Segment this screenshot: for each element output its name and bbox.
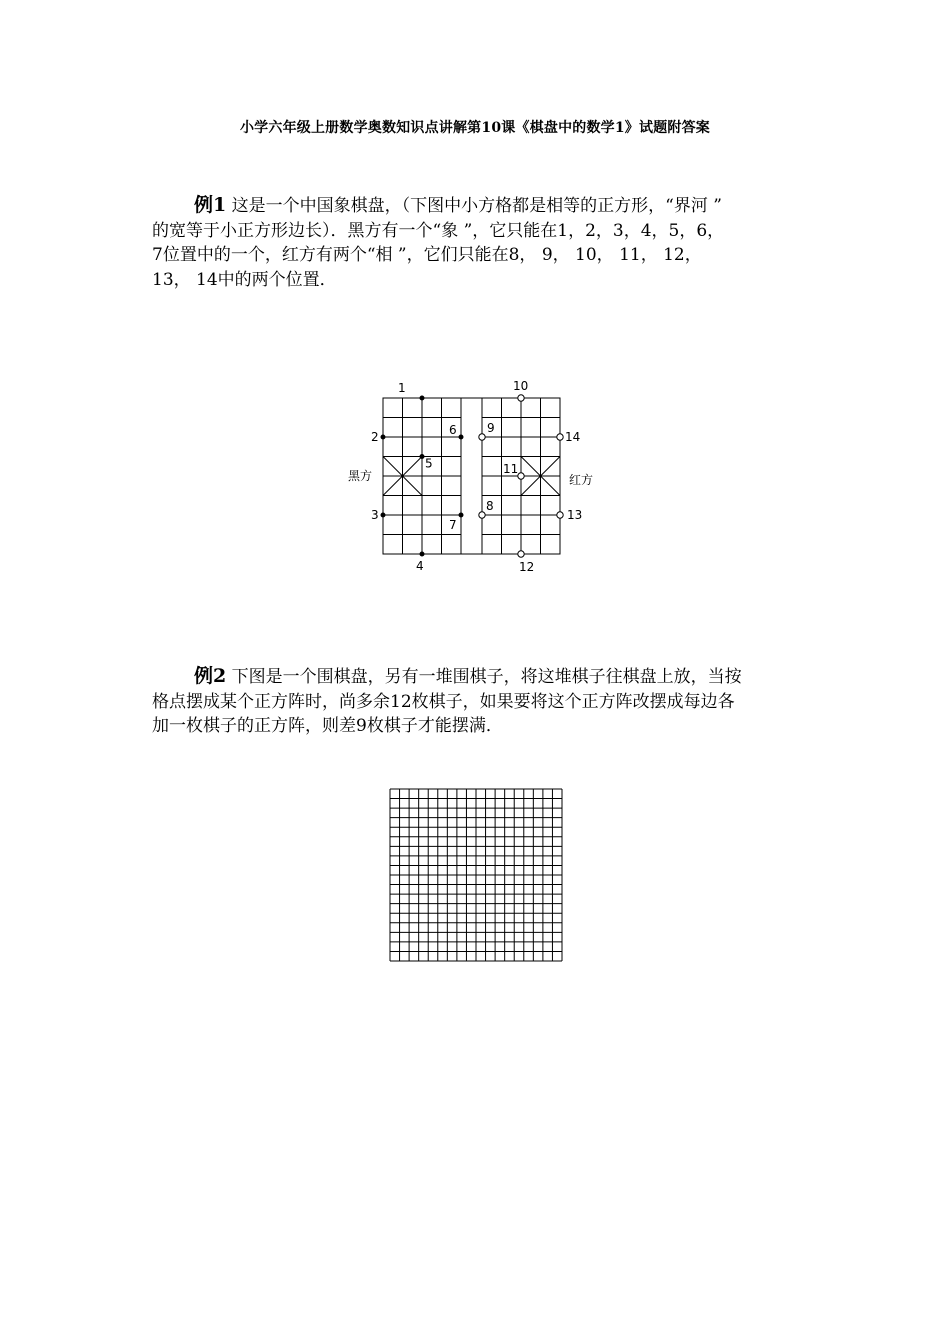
position-label: 1 (398, 381, 406, 395)
board-outline (383, 398, 560, 554)
black-elephant-point (381, 513, 385, 517)
example-2-line-1: 例2 下图是一个围棋盘，另有一堆围棋子，将这堆棋子往棋盘上放，当按 (194, 665, 742, 687)
black-side-label: 黑方 (348, 469, 373, 483)
position-label: 10 (513, 379, 529, 393)
example-1-line-4: 13， 14中的两个位置． (152, 269, 337, 290)
red-minister-point (518, 473, 524, 479)
position-label: 2 (371, 430, 379, 444)
position-label: 8 (486, 499, 494, 513)
black-elephant-point (459, 513, 463, 517)
red-minister-point (557, 434, 563, 440)
black-elephant-point (420, 455, 424, 459)
black-elephant-point (420, 396, 424, 400)
red-minister-point (557, 512, 563, 518)
position-label: 7 (449, 518, 457, 532)
position-label: 14 (565, 430, 581, 444)
example-2-paragraph (152, 664, 812, 739)
red-minister-point (518, 395, 524, 401)
position-label: 4 (416, 559, 424, 573)
position-label: 6 (449, 423, 457, 437)
example-1-line-1: 例1 这是一个中国象棋盘，（下图中小方格都是相等的正方形，“界河 ” (194, 194, 722, 216)
palace-diagonal-black (383, 457, 422, 496)
document-title: 小学六年级上册数学奥数知识点讲解第10课《棋盘中的数学1》试题附答案 (239, 120, 711, 136)
palace-diagonal-black (383, 457, 422, 496)
example-2-line-2: 格点摆成某个正方阵时，尚多余12枚棋子，如果要将这个正方阵改摆成每边各 (152, 691, 735, 712)
example-2-lead: 例2 (194, 665, 227, 687)
position-label: 12 (519, 560, 535, 574)
example-2-line-3: 加一枚棋子的正方阵，则差9枚棋子才能摆满． (152, 716, 503, 736)
example-1-line-3: 7位置中的一个，红方有两个“相 ”，它们只能在8， 9， 10， 11， 12， (152, 245, 702, 265)
position-label: 13 (567, 508, 583, 522)
red-side-label: 红方 (569, 473, 594, 487)
position-label: 3 (371, 508, 379, 522)
example-1-lead: 例1 (194, 194, 227, 216)
black-elephant-point (459, 435, 463, 439)
black-elephant-point (381, 435, 385, 439)
red-minister-point (518, 551, 524, 557)
position-label: 5 (425, 456, 433, 471)
position-label: 9 (487, 421, 495, 435)
example-1-paragraph (152, 193, 812, 292)
black-elephant-point (420, 552, 424, 556)
palace-diagonal-red (521, 457, 560, 496)
red-minister-point (479, 434, 485, 440)
example-1-line-2: 的宽等于小正方形边长）．黑方有一个“象 ”，它只能在1，2，3，4，5，6， (152, 220, 725, 241)
red-minister-point (479, 512, 485, 518)
palace-diagonal-red (521, 457, 560, 496)
position-label: 11 (503, 462, 519, 476)
